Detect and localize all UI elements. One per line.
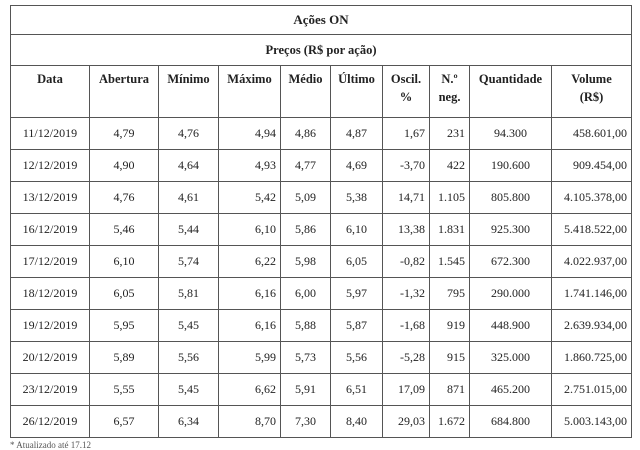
cell-minimo: 5,56 xyxy=(159,342,219,374)
cell-medio: 5,98 xyxy=(281,246,331,278)
cell-data: 23/12/2019 xyxy=(11,374,90,406)
cell-neg: 1.672 xyxy=(430,406,470,438)
cell-data: 19/12/2019 xyxy=(11,310,90,342)
cell-abertura: 6,10 xyxy=(90,246,159,278)
cell-ultimo: 8,40 xyxy=(331,406,383,438)
table-row xyxy=(11,374,632,406)
cell-ultimo: 5,87 xyxy=(331,310,383,342)
cell-ultimo: 5,38 xyxy=(331,182,383,214)
cell-quantidade: 672.300 xyxy=(470,246,552,278)
cell-minimo: 6,34 xyxy=(159,406,219,438)
table-row xyxy=(11,118,632,150)
cell-minimo: 4,61 xyxy=(159,182,219,214)
cell-abertura: 6,57 xyxy=(90,406,159,438)
cell-data: 13/12/2019 xyxy=(11,182,90,214)
cell-quantidade: 465.200 xyxy=(470,374,552,406)
cell-data: 12/12/2019 xyxy=(11,150,90,182)
cell-quantidade: 684.800 xyxy=(470,406,552,438)
cell-quantidade: 94.300 xyxy=(470,118,552,150)
cell-abertura: 5,95 xyxy=(90,310,159,342)
cell-volume: 4.022.937,00 xyxy=(552,246,632,278)
table-row xyxy=(11,342,632,374)
cell-medio: 7,30 xyxy=(281,406,331,438)
cell-ultimo: 6,51 xyxy=(331,374,383,406)
cell-volume: 5.003.143,00 xyxy=(552,406,632,438)
table-row xyxy=(11,150,632,182)
cell-medio: 4,86 xyxy=(281,118,331,150)
cell-abertura: 5,46 xyxy=(90,214,159,246)
cell-minimo: 4,64 xyxy=(159,150,219,182)
cell-oscil: 14,71 xyxy=(383,182,430,214)
cell-abertura: 4,90 xyxy=(90,150,159,182)
table-row xyxy=(11,310,632,342)
cell-data: 16/12/2019 xyxy=(11,214,90,246)
header-quantidade: Quantidade xyxy=(470,66,552,118)
cell-maximo: 4,94 xyxy=(219,118,281,150)
cell-neg: 795 xyxy=(430,278,470,310)
header-volume xyxy=(552,66,632,118)
cell-volume: 909.454,00 xyxy=(552,150,632,182)
cell-minimo: 5,44 xyxy=(159,214,219,246)
cell-ultimo: 5,97 xyxy=(331,278,383,310)
header-ultimo: Último xyxy=(331,66,383,118)
header-minimo: Mínimo xyxy=(159,66,219,118)
column-header-row xyxy=(11,66,632,118)
cell-medio: 5,86 xyxy=(281,214,331,246)
cell-oscil: -1,68 xyxy=(383,310,430,342)
cell-oscil: -1,32 xyxy=(383,278,430,310)
cell-neg: 1.545 xyxy=(430,246,470,278)
cell-neg: 915 xyxy=(430,342,470,374)
header-data: Data xyxy=(11,66,90,118)
cell-quantidade: 190.600 xyxy=(470,150,552,182)
cell-medio: 5,09 xyxy=(281,182,331,214)
cell-abertura: 6,05 xyxy=(90,278,159,310)
cell-neg: 231 xyxy=(430,118,470,150)
header-neg xyxy=(430,66,470,118)
cell-volume: 458.601,00 xyxy=(552,118,632,150)
header-oscil-line1: Oscil. xyxy=(390,72,422,86)
cell-ultimo: 4,87 xyxy=(331,118,383,150)
cell-volume: 2.751.015,00 xyxy=(552,374,632,406)
cell-neg: 1.105 xyxy=(430,182,470,214)
cell-abertura: 5,55 xyxy=(90,374,159,406)
cell-oscil: 13,38 xyxy=(383,214,430,246)
cell-maximo: 6,22 xyxy=(219,246,281,278)
cell-neg: 919 xyxy=(430,310,470,342)
header-oscil-line2: % xyxy=(399,90,413,104)
cell-maximo: 8,70 xyxy=(219,406,281,438)
cell-volume: 5.418.522,00 xyxy=(552,214,632,246)
cell-abertura: 4,79 xyxy=(90,118,159,150)
cell-minimo: 5,45 xyxy=(159,374,219,406)
cell-maximo: 5,42 xyxy=(219,182,281,214)
cell-maximo: 5,99 xyxy=(219,342,281,374)
header-volume-line2: (R$) xyxy=(579,90,604,104)
cell-oscil: 17,09 xyxy=(383,374,430,406)
cell-data: 26/12/2019 xyxy=(11,406,90,438)
header-oscil xyxy=(383,66,430,118)
table-title: Ações ON xyxy=(11,6,632,35)
cell-ultimo: 6,05 xyxy=(331,246,383,278)
cell-volume: 1.860.725,00 xyxy=(552,342,632,374)
header-maximo: Máximo xyxy=(219,66,281,118)
cell-volume: 1.741.146,00 xyxy=(552,278,632,310)
cell-oscil: 1,67 xyxy=(383,118,430,150)
header-abertura: Abertura xyxy=(90,66,159,118)
cell-data: 20/12/2019 xyxy=(11,342,90,374)
cell-oscil: -0,82 xyxy=(383,246,430,278)
table-row xyxy=(11,246,632,278)
header-neg-line2: neg. xyxy=(438,90,461,104)
cell-maximo: 6,16 xyxy=(219,310,281,342)
table-row xyxy=(11,182,632,214)
cell-oscil: 29,03 xyxy=(383,406,430,438)
cell-minimo: 5,81 xyxy=(159,278,219,310)
cell-volume: 4.105.378,00 xyxy=(552,182,632,214)
cell-minimo: 5,45 xyxy=(159,310,219,342)
cell-neg: 871 xyxy=(430,374,470,406)
cell-data: 11/12/2019 xyxy=(11,118,90,150)
cell-maximo: 6,10 xyxy=(219,214,281,246)
table-title-row xyxy=(11,6,632,35)
table-row xyxy=(11,406,632,438)
stock-prices-table xyxy=(10,5,632,438)
cell-neg: 422 xyxy=(430,150,470,182)
cell-abertura: 5,89 xyxy=(90,342,159,374)
cell-maximo: 6,62 xyxy=(219,374,281,406)
footnote: * Atualizado até 17.12 xyxy=(10,440,91,450)
header-medio: Médio xyxy=(281,66,331,118)
table-subtitle-row xyxy=(11,35,632,66)
table-row xyxy=(11,214,632,246)
cell-data: 17/12/2019 xyxy=(11,246,90,278)
cell-medio: 4,77 xyxy=(281,150,331,182)
cell-maximo: 6,16 xyxy=(219,278,281,310)
table-subtitle: Preços (R$ por ação) xyxy=(11,35,632,66)
cell-maximo: 4,93 xyxy=(219,150,281,182)
cell-oscil: -5,28 xyxy=(383,342,430,374)
header-neg-line1: N.º xyxy=(441,72,458,86)
cell-ultimo: 4,69 xyxy=(331,150,383,182)
cell-quantidade: 925.300 xyxy=(470,214,552,246)
cell-medio: 6,00 xyxy=(281,278,331,310)
cell-quantidade: 448.900 xyxy=(470,310,552,342)
cell-quantidade: 290.000 xyxy=(470,278,552,310)
stock-table-container xyxy=(10,5,631,438)
header-volume-line1: Volume xyxy=(571,72,612,86)
cell-quantidade: 805.800 xyxy=(470,182,552,214)
cell-oscil: -3,70 xyxy=(383,150,430,182)
cell-ultimo: 6,10 xyxy=(331,214,383,246)
cell-data: 18/12/2019 xyxy=(11,278,90,310)
cell-volume: 2.639.934,00 xyxy=(552,310,632,342)
cell-abertura: 4,76 xyxy=(90,182,159,214)
cell-medio: 5,73 xyxy=(281,342,331,374)
cell-medio: 5,88 xyxy=(281,310,331,342)
table-row xyxy=(11,278,632,310)
cell-minimo: 5,74 xyxy=(159,246,219,278)
cell-neg: 1.831 xyxy=(430,214,470,246)
cell-medio: 5,91 xyxy=(281,374,331,406)
cell-quantidade: 325.000 xyxy=(470,342,552,374)
cell-ultimo: 5,56 xyxy=(331,342,383,374)
cell-minimo: 4,76 xyxy=(159,118,219,150)
